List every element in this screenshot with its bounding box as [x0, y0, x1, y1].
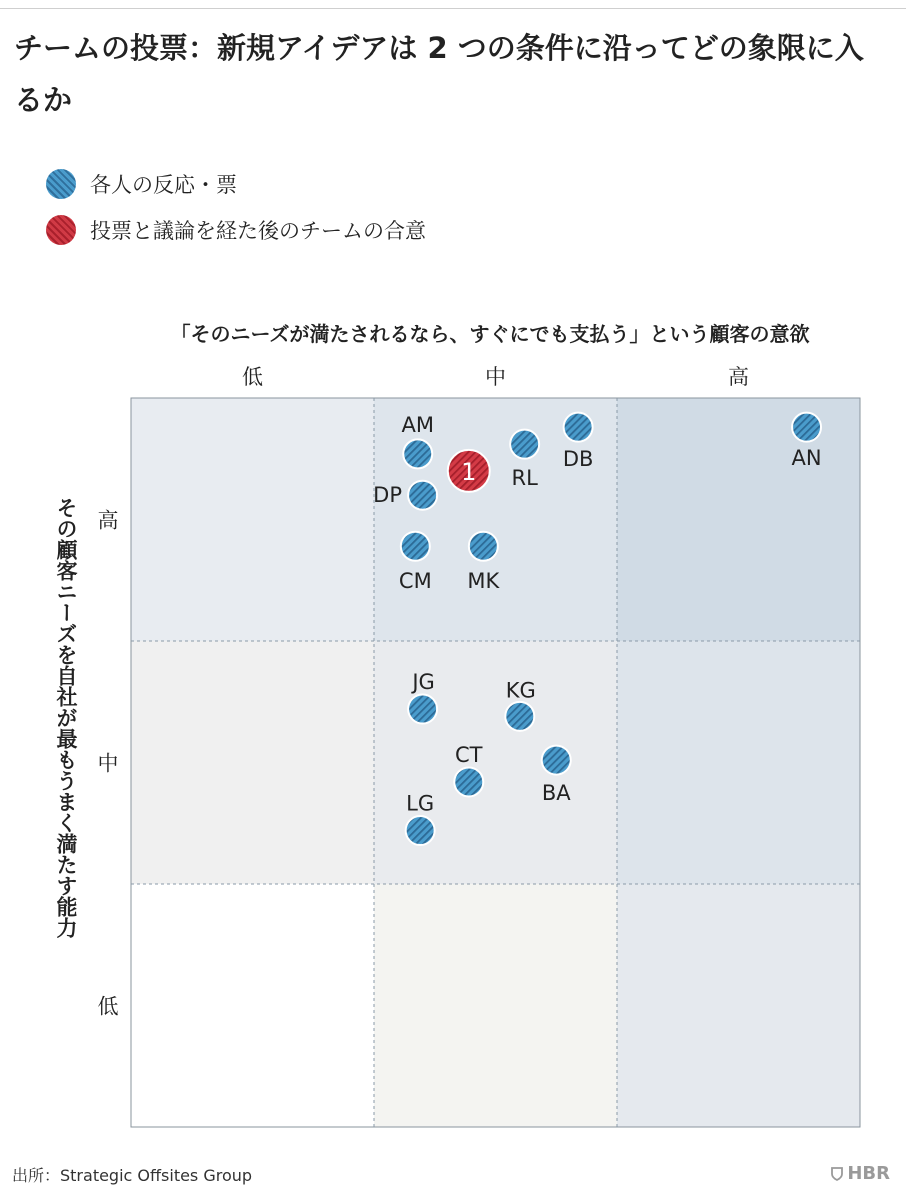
vote-point [469, 532, 498, 561]
quadrant-cell [617, 398, 860, 641]
quadrant-cell [131, 641, 374, 884]
vote-point-label: AM [401, 412, 434, 437]
vote-point [564, 413, 593, 442]
vote-point [401, 532, 430, 561]
vote-point [408, 695, 437, 724]
legend-label-consensus: 投票と議論を経た後のチームの合意 [90, 219, 426, 243]
x-tick-label: 低 [242, 365, 263, 389]
vote-point [454, 767, 483, 796]
y-tick-label: 中 [97, 751, 119, 776]
vote-point-label: CM [398, 569, 432, 594]
x-tick-label: 高 [728, 365, 749, 389]
vote-point [406, 816, 435, 845]
vote-point [403, 439, 432, 468]
y-tick-label: 低 [97, 994, 119, 1019]
vote-point-label: MK [467, 569, 500, 594]
vote-point-label: LG [406, 791, 435, 816]
quadrant-cell [131, 398, 374, 641]
vote-point-label: CT [455, 742, 483, 767]
legend-label-individual: 各人の反応・票 [90, 173, 237, 197]
y-tick-label: 高 [97, 508, 119, 533]
vote-point-label: DB [562, 447, 594, 472]
quadrant-cell [374, 884, 617, 1127]
vote-point-label: DP [373, 483, 403, 508]
x-tick-label: 中 [485, 365, 506, 389]
vote-point-label: BA [541, 781, 571, 806]
quadrant-cell [374, 641, 617, 884]
vote-point-label: JG [412, 670, 435, 695]
consensus-point-label: 1 [461, 457, 477, 486]
vote-point-label: AN [791, 446, 822, 471]
vote-point [510, 430, 539, 459]
vote-point-label: KG [505, 678, 536, 703]
vote-point-label: RL [511, 466, 538, 491]
brand-text: HBR [847, 1163, 890, 1184]
x-axis-title: 「そのニーズが満たされるなら、すぐにでも支払う」という顧客の意欲 [170, 322, 810, 346]
grid-cells [131, 398, 860, 1127]
vote-point [542, 746, 571, 775]
brand-logo [831, 1163, 890, 1184]
vote-point [792, 413, 821, 442]
quadrant-cell [617, 884, 860, 1127]
quadrant-cell [131, 884, 374, 1127]
quadrant-cell [617, 641, 860, 884]
shield-icon [831, 1167, 843, 1181]
source-note: 出所：Strategic Offsites Group [12, 1166, 253, 1185]
chart-title: チームの投票：新規アイデアは 2 つの条件に沿ってどの象限に入るか [14, 31, 864, 117]
vote-point [505, 702, 534, 731]
vote-point [408, 481, 437, 510]
y-axis-title: その顧客ニーズを自社が最もうまく満たす能力 [54, 497, 78, 938]
